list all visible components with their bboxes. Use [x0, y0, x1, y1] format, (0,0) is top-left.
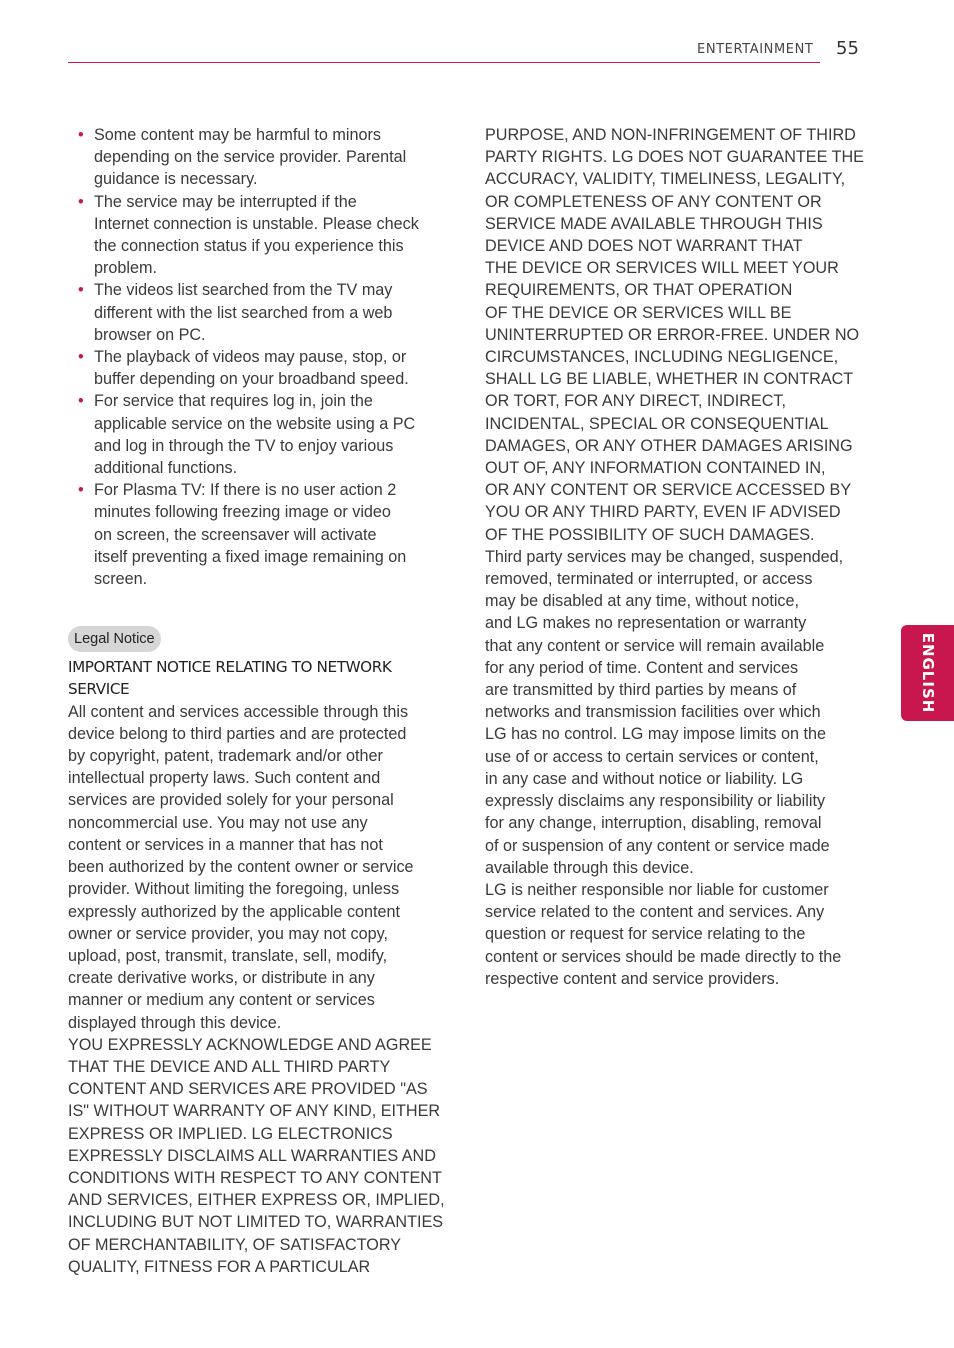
text-line: create derivative works, or distribute in any [68, 969, 375, 988]
text-line: SERVICE [68, 680, 130, 699]
text-line: been authorized by the content owner or service [68, 858, 414, 877]
notice-title [68, 656, 448, 700]
text-line: CONDITIONS WITH RESPECT TO ANY CONTENT [68, 1168, 442, 1187]
text-line: INCLUDING BUT NOT LIMITED TO, WARRANTIES [68, 1213, 444, 1232]
text-line: browser on PC. [94, 325, 206, 344]
bullet-item [68, 191, 448, 280]
text-line: removed, terminated or interrupted, or access [485, 570, 813, 589]
text-line: SERVICE MADE AVAILABLE THROUGH THIS [485, 214, 823, 233]
text-line: • The playback of videos may pause, stop, or [94, 348, 407, 367]
text-line: All content and services accessible through this [68, 702, 409, 721]
text-line: expressly authorized by the applicable content [68, 902, 401, 921]
text-line: OR COMPLETENESS OF ANY CONTENT OR [485, 192, 822, 211]
text-line: may be disabled at any time, without notice, [485, 592, 800, 611]
text-line: in any case and without notice or liability. LG [485, 769, 804, 788]
text-line: • The service may be interrupted if the [94, 192, 357, 211]
text-line: of or suspension of any content or service made [485, 836, 830, 855]
text-line: LG has no control. LG may impose limits on the [485, 725, 826, 744]
page-number: 55 [836, 38, 859, 59]
text-line: PARTY RIGHTS. LG DOES NOT GUARANTEE THE [485, 148, 864, 167]
text-line: IMPORTANT NOTICE RELATING TO NETWORK [68, 658, 392, 677]
text-line: depending on the service provider. Parental [94, 148, 407, 167]
text-line: minutes following freezing image or video [94, 503, 391, 522]
text-line: • For Plasma TV: If there is no user action 2 [94, 481, 397, 500]
text-line: REQUIREMENTS, OR THAT OPERATION [485, 281, 793, 300]
body-paragraph [485, 124, 865, 546]
text-line: displayed through this device. [68, 1013, 282, 1032]
text-line: OF THE DEVICE OR SERVICES WILL BE [485, 303, 792, 322]
bullet-item [68, 346, 448, 390]
text-line: CONTENT AND SERVICES ARE PROVIDED "AS [68, 1080, 428, 1099]
text-line: QUALITY, FITNESS FOR A PARTICULAR [68, 1257, 371, 1276]
right-column [485, 124, 865, 990]
body-paragraph [485, 546, 865, 879]
text-line: guidance is necessary. [94, 170, 258, 189]
text-line: THAT THE DEVICE AND ALL THIRD PARTY [68, 1057, 391, 1076]
text-line: OF THE POSSIBILITY OF SUCH DAMAGES. [485, 525, 815, 544]
text-line: INCIDENTAL, SPECIAL OR CONSEQUENTIAL [485, 414, 829, 433]
text-line: OR TORT, FOR ANY DIRECT, INDIRECT, [485, 392, 787, 411]
text-line: DEVICE AND DOES NOT WARRANT THAT [485, 237, 803, 256]
header-divider [68, 62, 820, 63]
text-line: that any content or service will remain available [485, 636, 825, 655]
text-line: the connection status if you experience this [94, 237, 404, 256]
language-label: ENGLISH [918, 632, 937, 714]
text-line: additional functions. [94, 459, 238, 478]
text-line: ACCURACY, VALIDITY, TIMELINESS, LEGALITY, [485, 170, 846, 189]
bullet-item [68, 279, 448, 346]
language-side-tab [901, 625, 954, 721]
text-line: available through this device. [485, 858, 694, 877]
text-line: for any change, interruption, disabling, removal [485, 814, 822, 833]
text-line: EXPRESS OR IMPLIED. LG ELECTRONICS [68, 1124, 393, 1143]
text-line: different with the list searched from a web [94, 303, 393, 322]
left-column [68, 124, 448, 1278]
text-line: intellectual property laws. Such content and [68, 769, 381, 788]
bullet-item [68, 124, 448, 191]
text-line: for any period of time. Content and services [485, 658, 799, 677]
text-line: networks and transmission facilities over which [485, 703, 821, 722]
text-line: respective content and service providers. [485, 969, 780, 988]
text-line: PURPOSE, AND NON-INFRINGEMENT OF THIRD [485, 126, 856, 144]
text-line: services are provided solely for your personal [68, 791, 394, 810]
text-line: • For service that requires log in, join the [94, 392, 373, 411]
text-line: and LG makes no representation or warranty [485, 614, 807, 633]
text-line: service related to the content and services. Any [485, 903, 825, 922]
text-line: use of or access to certain services or content, [485, 747, 819, 766]
text-line: screen. [94, 570, 148, 589]
text-line: upload, post, transmit, translate, sell, modify, [68, 946, 388, 965]
text-line: SHALL LG BE LIABLE, WHETHER IN CONTRACT [485, 370, 854, 389]
text-line: buffer depending on your broadband speed. [94, 370, 409, 389]
text-line: by copyright, patent, trademark and/or other [68, 747, 383, 766]
text-line: and log in through the TV to enjoy various [94, 436, 394, 455]
text-line: THE DEVICE OR SERVICES WILL MEET YOUR [485, 259, 839, 278]
text-line: on screen, the screensaver will activate [94, 525, 377, 544]
left-body [68, 701, 448, 1278]
right-body [485, 124, 865, 990]
text-line: applicable service on the website using a PC [94, 414, 416, 433]
text-line: • The videos list searched from the TV may [94, 281, 393, 300]
text-line: itself preventing a fixed image remaining on [94, 547, 407, 566]
text-line: are transmitted by third parties by means of [485, 681, 797, 700]
text-line: AND SERVICES, EITHER EXPRESS OR, IMPLIED, [68, 1191, 445, 1210]
text-line: content or services in a manner that has not [68, 835, 383, 854]
legal-notice-tag: Legal Notice [68, 626, 161, 652]
text-line: YOU OR ANY THIRD PARTY, EVEN IF ADVISED [485, 503, 841, 522]
text-line: EXPRESSLY DISCLAIMS ALL WARRANTIES AND [68, 1146, 436, 1165]
body-paragraph [68, 1034, 448, 1278]
text-line: provider. Without limiting the foregoing, unless [68, 880, 400, 899]
text-line: YOU EXPRESSLY ACKNOWLEDGE AND AGREE [68, 1035, 432, 1054]
text-line: content or services should be made directly to the [485, 947, 842, 966]
bullet-list [68, 124, 448, 590]
text-line: problem. [94, 259, 157, 278]
text-line: OF MERCHANTABILITY, OF SATISFACTORY [68, 1235, 402, 1254]
bullet-item [68, 479, 448, 590]
text-line: OR ANY CONTENT OR SERVICE ACCESSED BY [485, 481, 852, 500]
text-line: Internet connection is unstable. Please check [94, 214, 419, 233]
body-paragraph [68, 701, 448, 1034]
section-title: ENTERTAINMENT [697, 42, 814, 57]
text-line: noncommercial use. You may not use any [68, 813, 368, 832]
body-paragraph [485, 879, 865, 990]
text-line: device belong to third parties and are protected [68, 724, 407, 743]
text-line: LG is neither responsible nor liable for customer [485, 880, 829, 899]
text-line: OUT OF, ANY INFORMATION CONTAINED IN, [485, 459, 826, 478]
text-line: Third party services may be changed, suspended, [485, 547, 844, 566]
text-line: question or request for service relating to the [485, 925, 806, 944]
text-line: manner or medium any content or services [68, 991, 375, 1010]
text-line: DAMAGES, OR ANY OTHER DAMAGES ARISING [485, 436, 853, 455]
text-line: • Some content may be harmful to minors [94, 126, 382, 144]
text-line: IS" WITHOUT WARRANTY OF ANY KIND, EITHER [68, 1102, 441, 1121]
text-line: CIRCUMSTANCES, INCLUDING NEGLIGENCE, [485, 348, 839, 367]
text-line: UNINTERRUPTED OR ERROR-FREE. UNDER NO [485, 325, 860, 344]
bullet-item [68, 390, 448, 479]
text-line: expressly disclaims any responsibility or liability [485, 792, 826, 811]
text-line: owner or service provider, you may not copy, [68, 924, 388, 943]
